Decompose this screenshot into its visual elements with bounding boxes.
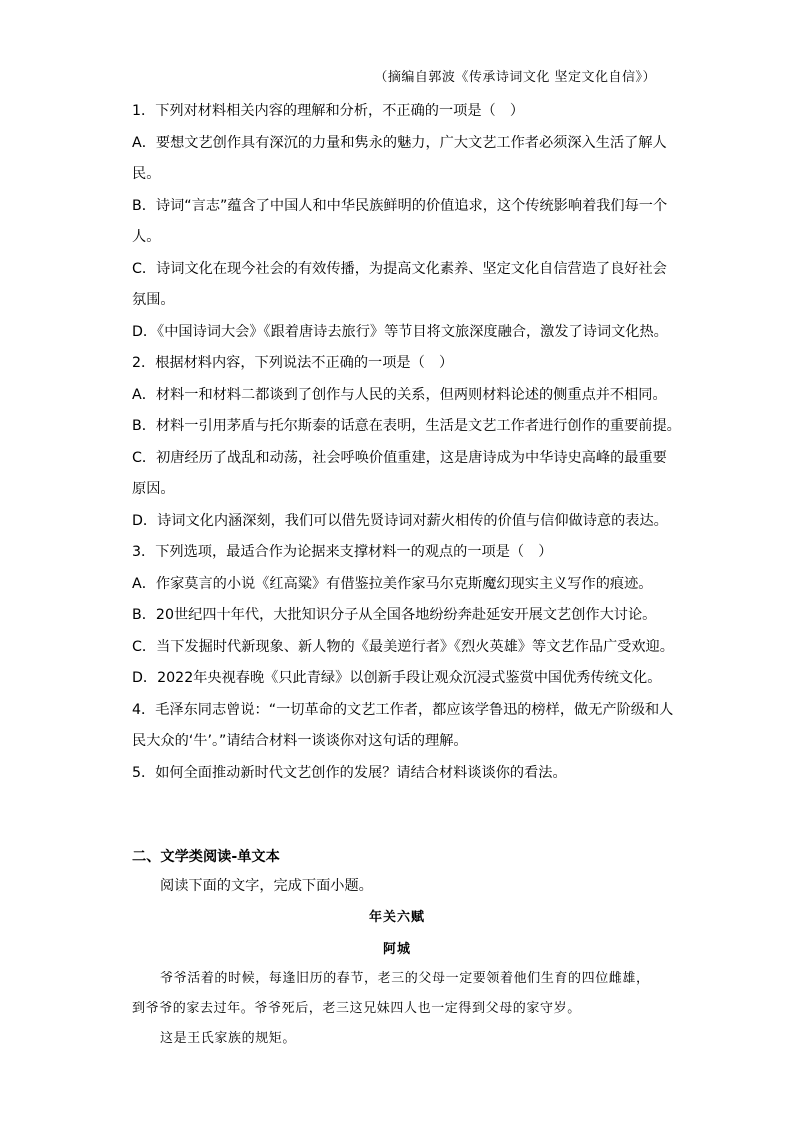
question-1-option-b-cont: 人。 [132,229,161,245]
question-1-option-d: D．《中国诗词大会》《跟着唐诗去旅行》等节目将文旅深度融合，激发了诗词文化热。 [132,323,668,340]
story-body [132,964,664,1054]
question-1-option-c-cont: 氛围。 [132,292,175,308]
question-1-stem: 1．下列对材料相关内容的理解和分析，不正确的一项是（ ） [132,103,525,119]
question-2-stem: 2．根据材料内容，下列说法不正确的一项是（ ） [132,355,454,371]
section-instruction: 阅读下面的文字，完成下面小题。 [160,878,373,894]
story-paragraph-2: 这是王氏家族的规矩。 [160,1031,297,1046]
question-4-stem: 4．毛泽东同志曾说：“一切革命的文艺工作者，都应该学鲁迅的榜样，做无产阶级和人 [132,701,674,718]
question-3-option-b: B．20世纪四十年代，大批知识分子从全国各地纷纷奔赴延安开展文艺创作大讨论。 [132,607,657,623]
question-4-stem-cont: 民大众的‘牛’。”请结合材料一谈谈你对这句话的理解。 [132,733,468,749]
question-5-stem: 5．如何全面推动新时代文艺创作的发展？请结合材料谈谈你的看法。 [132,764,567,781]
source-citation: （摘编自郭波《传承诗词文化 坚定文化自信》） [374,70,656,85]
question-3-option-d: D．2022年央视春晚《只此青绿》以创新手段让观众沉浸式鉴赏中国优秀传统文化。 [132,670,662,686]
question-3-option-c: C．当下发掘时代新现象、新人物的《最美逆行者》《烈火英雄》等文艺作品广受欢迎。 [132,638,674,655]
question-1-option-c: C．诗词文化在现今社会的有效传播，为提高文化素养、坚定文化自信营造了良好社会 [132,260,667,277]
story-paragraph-1: 爷爷活着的时候，每逢旧历的春节，老三的父母一定要领着他们生育的四位雌雄， [160,971,650,986]
question-2-option-b: B．材料一引用茅盾与托尔斯泰的话意在表明，生活是文艺工作者进行创作的重要前提。 [132,418,681,434]
question-2-option-d: D．诗词文化内涵深刻，我们可以借先贤诗词对薪火相传的价值与信仰做诗意的表达。 [132,512,668,529]
section-heading: 二、文学类阅读-单文本 [132,849,280,865]
question-2-option-c: C．初唐经历了战乱和动荡，社会呼唤价值重建，这是唐诗成为中华诗史高峰的最重要 [132,449,667,466]
story-title: 年关六赋 [368,910,425,925]
question-2-option-c-cont: 原因。 [132,481,175,497]
question-3-stem: 3．下列选项，最适合作为论据来支撑材料一的观点的一项是（ ） [132,544,553,560]
story-author: 阿城 [382,942,411,957]
question-list [132,96,681,789]
question-1-option-b: B．诗词“言志”蕴含了中国人和中华民族鲜明的价值追求，这个传统影响着我们每一个 [132,197,668,214]
question-1-option-a: A．要想文艺创作具有深沉的力量和隽永的魅力，广大文艺工作者必须深入生活了解人 [132,134,667,151]
question-3-option-a: A．作家莫言的小说《红高粱》有借鉴拉美作家马尔克斯魔幻现实主义写作的痕迹。 [132,575,653,592]
question-2-option-a: A．材料一和材料二都谈到了创作与人民的关系，但两则材料论述的侧重点并不相同。 [132,386,667,403]
story-paragraph-1-cont: 到爷爷的家去过年。爷爷死后，老三这兄妹四人也一定得到父母的家守岁。 [132,1001,581,1016]
question-1-option-a-cont: 民。 [132,166,161,182]
